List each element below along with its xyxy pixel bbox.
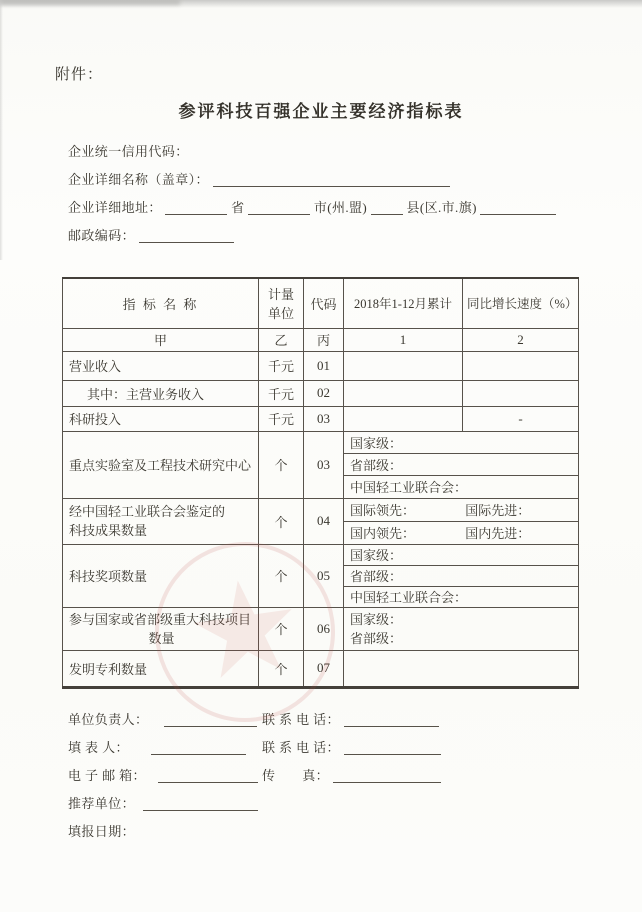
company-name-line — [68, 166, 608, 194]
code-cell: 03 — [304, 406, 344, 431]
address-line — [68, 194, 608, 222]
postal-code-line — [68, 222, 608, 250]
county-blank — [371, 202, 403, 215]
indicator-name: 科技奖项数量 — [63, 544, 259, 607]
credit-code-line — [68, 138, 608, 166]
unit-cell: 千元 — [259, 380, 304, 406]
recommending-unit-line — [68, 790, 548, 818]
indicator-name: 重点实验室及工程技术研究中心 — [63, 431, 259, 498]
growth-cell — [463, 380, 579, 406]
form-filler-label: 填 表 人： — [68, 740, 129, 755]
scan-edge-artifact — [0, 0, 642, 8]
company-name-blank — [213, 174, 450, 187]
form-filler-line — [68, 734, 548, 762]
code-cell: 07 — [304, 650, 344, 687]
sublevel-provincial: 省部级： — [350, 630, 403, 646]
value-cell — [344, 351, 463, 380]
contact-phone-label: 联 系 电 话： — [262, 740, 340, 755]
row-research-investment — [63, 406, 579, 431]
form-title: 参评科技百强企业主要经济指标表 — [178, 102, 464, 121]
indicator-name: 发明专利数量 — [63, 650, 259, 687]
indicator-name: 营业收入 — [63, 351, 259, 380]
header-code: 代码 — [304, 278, 344, 328]
responsible-person-line — [68, 706, 548, 734]
sublevel-provincial: 省部级： — [344, 453, 579, 475]
contact-section — [68, 706, 548, 846]
indicator-name: 其中：主营业务收入 — [63, 380, 259, 406]
code-cell: 06 — [304, 607, 344, 650]
value-cell — [344, 406, 463, 431]
subheader-1: 1 — [344, 328, 463, 351]
filing-date-label: 填报日期： — [68, 824, 136, 839]
contact-phone-blank — [344, 714, 439, 727]
row-sci-tech-awards — [63, 544, 579, 565]
indicator-name-line1: 经中国轻工业联合会鉴定的 — [69, 504, 226, 519]
email-label: 电 子 邮 箱： — [68, 768, 146, 783]
unit-cell: 个 — [259, 431, 304, 498]
indicator-name: 科研投入 — [63, 406, 259, 431]
sublevel-national: 国家级： — [350, 611, 403, 627]
code-cell: 01 — [304, 351, 344, 380]
subheader-bing: 丙 — [304, 328, 344, 351]
value-cell — [344, 380, 463, 406]
recommending-unit-label: 推荐单位： — [68, 796, 136, 811]
header-period: 2018年1-12月累计 — [344, 278, 463, 328]
indicator-name — [63, 607, 259, 650]
postal-code-blank — [139, 230, 234, 243]
city-label: 市(州.盟) — [313, 200, 368, 215]
email-blank — [158, 770, 258, 783]
row-invention-patents — [63, 650, 579, 687]
sublevel-national: 国家级： — [344, 431, 579, 453]
sublevel-clii: 中国轻工业联合会： — [344, 586, 579, 607]
header-indicator: 指 标 名 称 — [63, 278, 259, 328]
header-unit-line1: 计量 — [267, 287, 294, 303]
form-filler-blank — [151, 742, 246, 755]
row-key-labs — [63, 431, 579, 453]
sublevel-provincial: 省部级： — [344, 565, 579, 586]
row-major-projects — [63, 607, 579, 650]
fax-label: 传 真： — [262, 768, 330, 783]
unit-cell: 千元 — [259, 351, 304, 380]
header-unit — [259, 278, 304, 328]
sublevel-national: 国家级： — [344, 544, 579, 565]
unit-cell: 个 — [259, 650, 304, 687]
city-blank — [248, 202, 310, 215]
table-subheader-row — [63, 328, 579, 351]
row-appraised-achievements — [63, 498, 579, 521]
indicators-table — [62, 277, 579, 689]
header-growth: 同比增长速度（%） — [463, 278, 579, 328]
code-cell: 04 — [304, 498, 344, 544]
company-name-label: 企业详细名称（盖章）： — [68, 172, 209, 187]
fax-blank — [333, 770, 441, 783]
subheader-yi: 乙 — [259, 328, 304, 351]
unit-cell: 个 — [259, 544, 304, 607]
sublevel-combined — [344, 607, 579, 650]
table-header-row — [63, 278, 579, 328]
fax-group — [262, 762, 441, 790]
header-unit-line2: 单位 — [267, 306, 294, 322]
row-operating-revenue — [63, 351, 579, 380]
sublevel-international — [344, 498, 579, 521]
indicator-name-line2: 数量 — [148, 630, 175, 646]
responsible-person-blank — [164, 714, 257, 727]
indicator-name-line1: 参与国家或省部级重大科技项目 — [69, 611, 252, 627]
scan-edge-artifact — [0, 0, 180, 5]
responsible-person-label: 单位负责人： — [68, 712, 149, 727]
growth-cell: - — [463, 406, 579, 431]
contact-phone-blank — [344, 742, 441, 755]
code-cell: 03 — [304, 431, 344, 498]
indicator-name-line2: 科技成果数量 — [69, 523, 148, 538]
sublevel-domestic — [344, 521, 579, 544]
domestic-advanced-label: 国内先进： — [465, 526, 531, 541]
recommending-unit-blank — [143, 798, 258, 811]
indicator-name — [63, 498, 259, 544]
county-label: 县(区.市.旗) — [406, 200, 477, 215]
intl-leading-label: 国际领先： — [350, 503, 416, 518]
filing-date-line — [68, 818, 548, 846]
value-cell — [344, 650, 579, 687]
email-line — [68, 762, 548, 790]
contact-phone-2 — [262, 734, 441, 762]
row-main-business-revenue — [63, 380, 579, 406]
sublevel-clii: 中国轻工业联合会： — [344, 475, 579, 498]
province-blank — [165, 202, 227, 215]
contact-phone-label: 联 系 电 话： — [262, 712, 340, 727]
postal-code-label: 邮政编码： — [68, 228, 136, 243]
growth-cell — [463, 351, 579, 380]
attachment-label: 附件： — [55, 67, 104, 83]
enterprise-info-section — [68, 138, 608, 250]
scan-edge-artifact — [0, 0, 3, 260]
code-cell: 02 — [304, 380, 344, 406]
subheader-2: 2 — [463, 328, 579, 351]
code-cell: 05 — [304, 544, 344, 607]
credit-code-label: 企业统一信用代码： — [68, 144, 189, 159]
domestic-leading-label: 国内领先： — [350, 526, 416, 541]
address-label: 企业详细地址： — [68, 200, 162, 215]
intl-advanced-label: 国际先进： — [465, 503, 531, 518]
subheader-jia: 甲 — [63, 328, 259, 351]
province-label: 省 — [231, 200, 245, 215]
unit-cell: 千元 — [259, 406, 304, 431]
address-detail-blank — [480, 202, 556, 215]
unit-cell: 个 — [259, 498, 304, 544]
unit-cell: 个 — [259, 607, 304, 650]
contact-phone-1 — [262, 706, 439, 734]
